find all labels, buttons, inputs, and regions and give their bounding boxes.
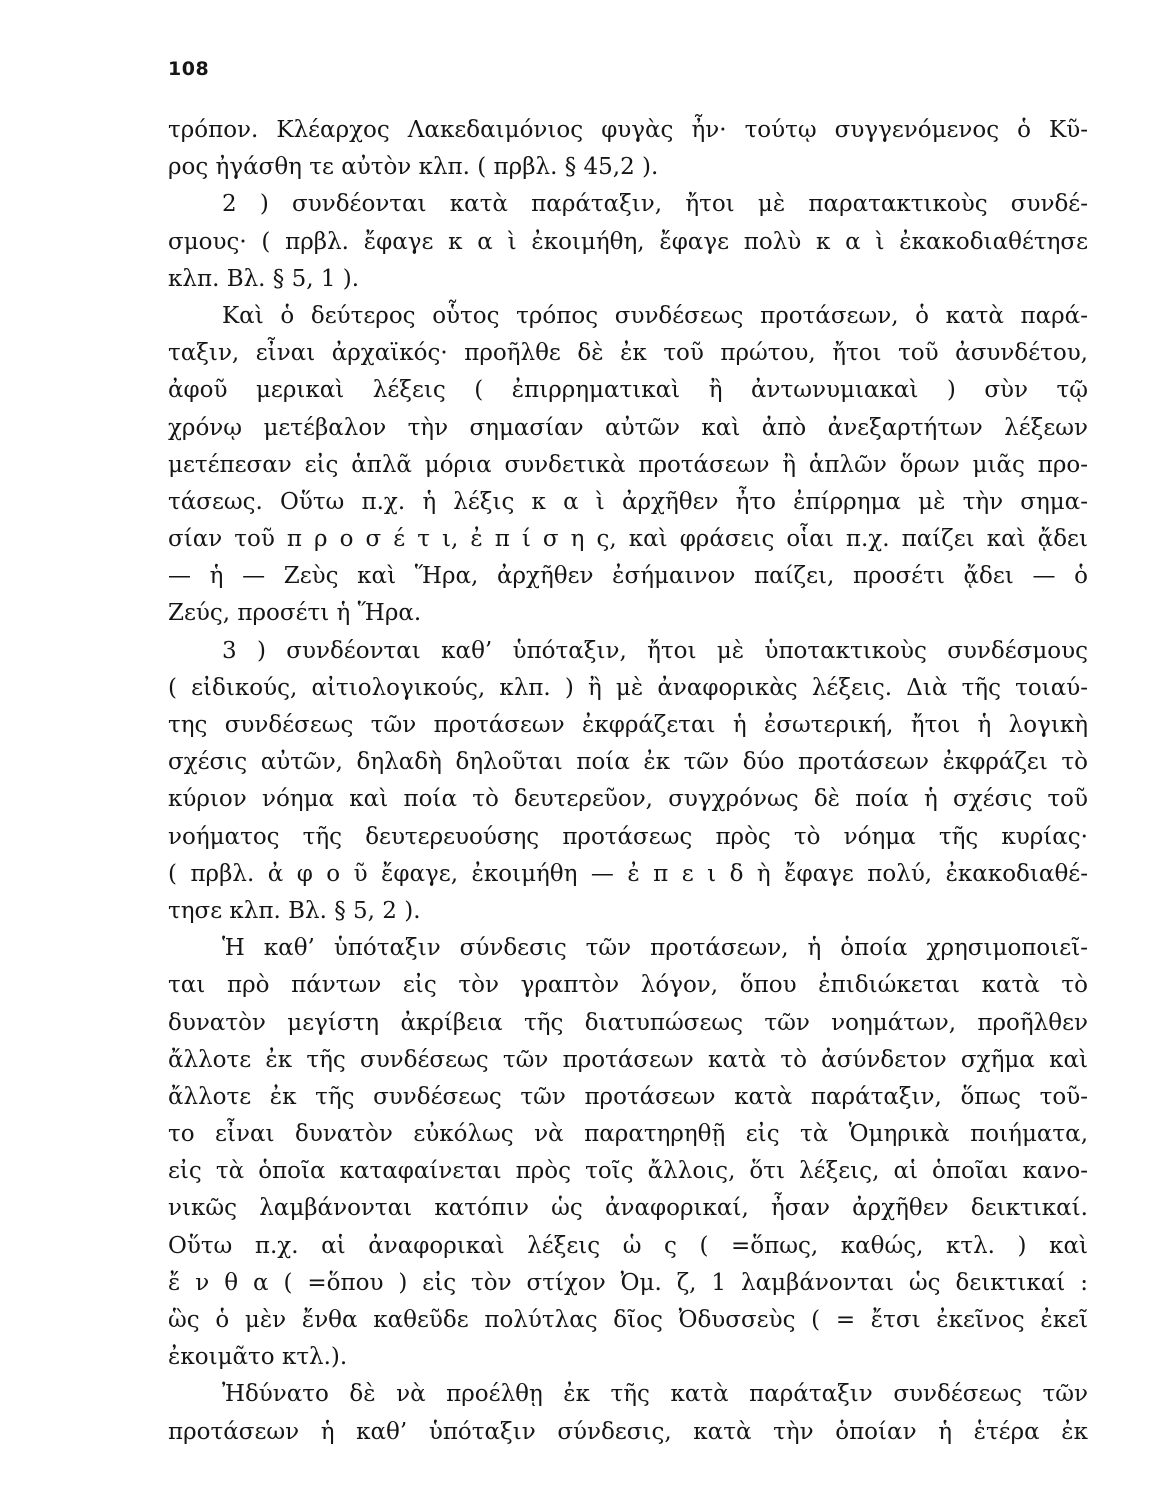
text-line: εἰς τὰ ὁποῖα καταφαίνεται πρὸς τοῖς ἄλλοις, ὅτι λέξεις, αἱ ὁποῖαι κανο- <box>168 1158 1088 1185</box>
text-line: δυνατὸν μεγίστη ἀκρίβεια τῆς διατυπώσεως τῶν νοημάτων, προῆλθεν <box>168 1009 1088 1036</box>
text-line: ἐκοιμᾶτο κτλ.). <box>168 1344 348 1371</box>
text-line: ται πρὸ πάντων εἰς τὸν γραπτὸν λόγον, ὅπου ἐπιδιώκεται κατὰ τὸ <box>168 972 1088 999</box>
text-line: Ζεύς, προσέτι ἡ Ἥρα. <box>168 600 422 627</box>
text-line: ρος ἠγάσθη τε αὐτὸν κλπ. ( πρβλ. § 45,2 ). <box>168 154 659 181</box>
text-line: νικῶς λαμβάνονται κατόπιν ὡς ἀναφορικαί, ἦσαν ἀρχῆθεν δεικτικαί. <box>168 1195 1088 1222</box>
text-line: σίαν τοῦ π ρ ο σ έ τ ι, ἐ π ί σ η ς, καὶ φράσεις οἷαι π.χ. παίζει καὶ ᾄδει <box>168 526 1088 553</box>
text-line: ὣς ὁ μὲν ἔνθα καθεῦδε πολύτλας δῖος Ὀδυσσεὺς ( = ἔτσι ἐκεῖνος ἐκεῖ <box>168 1307 1088 1333</box>
text-line: ἀφοῦ μερικαὶ λέξεις ( ἐπιρρηματικαὶ ἢ ἀντωνυμιακαὶ ) σὺν τῷ <box>168 377 1088 404</box>
text-line: 2 ) συνδέονται κατὰ παράταξιν, ἤτοι μὲ παρατακτικοὺς συνδέ- <box>222 191 1088 218</box>
text-line: μετέπεσαν εἰς ἁπλᾶ μόρια συνδετικὰ προτάσεων ἢ ἁπλῶν ὅρων μιᾶς προ- <box>168 451 1088 478</box>
text-line: σχέσις αὐτῶν, δηλαδὴ δηλοῦται ποία ἐκ τῶν δύο προτάσεων ἐκφράζει τὸ <box>168 749 1088 776</box>
text-line: Ἡ καθ’ ὑπόταξιν σύνδεσις τῶν προτάσεων, ἡ ὁποία χρησιμοποιεῖ- <box>222 935 1088 962</box>
text-line: τησε κλπ. Βλ. § 5, 2 ). <box>168 897 421 924</box>
text-line: 3 ) συνδέονται καθ’ ὑπόταξιν, ἤτοι μὲ ὑποτακτικοὺς συνδέσμους <box>222 637 1088 664</box>
text-line: — ἡ — Ζεὺς καὶ Ἥρα, ἀρχῆθεν ἐσήμαινον παίζει, προσέτι ᾄδει — ὁ <box>168 563 1088 590</box>
page-number: 108 <box>168 58 210 80</box>
text-line: προτάσεων ἡ καθ’ ὑπόταξιν σύνδεσις, κατὰ τὴν ὁποίαν ἡ ἑτέρα ἐκ <box>168 1418 1088 1445</box>
text-line: νοήματος τῆς δευτερευούσης προτάσεως πρὸς τὸ νόημα τῆς κυρίας· <box>168 823 1088 850</box>
text-line: χρόνῳ μετέβαλον τὴν σημασίαν αὐτῶν καὶ ἀπὸ ἀνεξαρτήτων λέξεων <box>168 414 1088 441</box>
text-line: τάσεως. Οὕτω π.χ. ἡ λέξις κ α ὶ ἀρχῆθεν ἦτο ἐπίρρημα μὲ τὴν σημα- <box>168 488 1088 515</box>
text-line: ( πρβλ. ἀ φ ο ῦ ἔφαγε, ἐκοιμήθη — ἐ π ε ι δ ὴ ἔφαγε πολύ, ἐκακοδιαθέ- <box>168 860 1088 887</box>
text-line: της συνδέσεως τῶν προτάσεων ἐκφράζεται ἡ ἐσωτερική, ἤτοι ἡ λογικὴ <box>168 712 1088 738</box>
text-line: κλπ. Βλ. § 5, 1 ). <box>168 265 360 292</box>
text-line: Ἠδύνατο δὲ νὰ προέλθῃ ἐκ τῆς κατὰ παράταξιν συνδέσεως τῶν <box>222 1381 1088 1408</box>
text-line: ἄλλοτε ἐκ τῆς συνδέσεως τῶν προτάσεων κατὰ τὸ ἀσύνδετον σχῆμα καὶ <box>168 1046 1088 1073</box>
text-line: το εἶναι δυνατὸν εὐκόλως νὰ παρατηρηθῇ εἰς τὰ Ὁμηρικὰ ποιήματα, <box>168 1121 1088 1148</box>
text-line: ταξιν, εἶναι ἀρχαϊκός· προῆλθε δὲ ἐκ τοῦ πρώτου, ἤτοι τοῦ ἀσυνδέτου, <box>168 340 1088 367</box>
text-line: Οὕτω π.χ. αἱ ἀναφορικαὶ λέξεις ὡ ς ( =ὅπως, καθώς, κτλ. ) καὶ <box>168 1232 1088 1259</box>
text-line: κύριον νόημα καὶ ποία τὸ δευτερεῦον, συγχρόνως δὲ ποία ἡ σχέσις τοῦ <box>168 786 1088 813</box>
body-text <box>168 112 1088 1451</box>
text-line: Καὶ ὁ δεύτερος οὗτος τρόπος συνδέσεως προτάσεων, ὁ κατὰ παρά- <box>222 302 1088 329</box>
text-line: ( εἰδικούς, αἰτιολογικούς, κλπ. ) ἢ μὲ ἀναφορικὰς λέξεις. Διὰ τῆς τοιαύ- <box>168 674 1088 701</box>
text-line: ἔ ν θ α ( =ὅπου ) εἰς τὸν στίχον Ὀμ. ζ, 1 λαμβάνονται ὡς δεικτικαί : <box>168 1269 1088 1296</box>
text-line: τρόπον. Κλέαρχος Λακεδαιμόνιος φυγὰς ἦν· τούτῳ συγγενόμενος ὁ Κῦ- <box>168 117 1088 143</box>
text-line: σμους· ( πρβλ. ἔφαγε κ α ὶ ἐκοιμήθη, ἔφαγε πολὺ κ α ὶ ἐκακοδιαθέτησε <box>168 228 1088 255</box>
text-line: ἄλλοτε ἐκ τῆς συνδέσεως τῶν προτάσεων κατὰ παράταξιν, ὅπως τοῦ- <box>168 1083 1088 1110</box>
